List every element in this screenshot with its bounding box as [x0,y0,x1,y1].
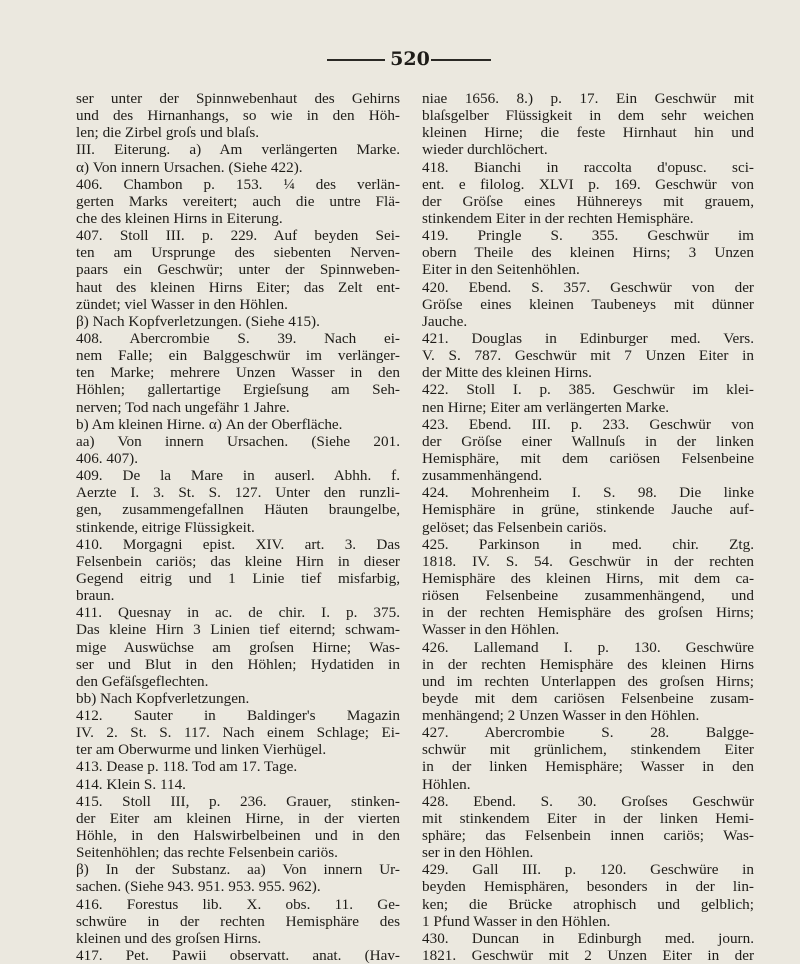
text-line: der Mitte des kleinen Hirns. [422,364,592,382]
text-line: und im rechten Unterlappen des groſsen Hirns; [422,672,754,690]
text-line: 415. Stoll III, p. 236. Grauer, stinken- [76,792,400,810]
text-line: haut des kleinen Hirns Eiter; das Zelt ent- [76,278,400,296]
text-line: Hemisphäre, mit dem cariösen Felsenbeine [422,449,754,467]
text-line: zusammenhängend. [422,467,543,485]
text-line: Felsenbein cariös; das kleine Hirn in dieser [76,552,400,570]
text-line: Höhlen. [422,775,471,793]
text-line: 422. Stoll I. p. 385. Geschwür im klei- [422,381,754,399]
text-line: 427. Abercrombie S. 28. Balgge- [422,724,754,742]
text-line: niae 1656. 8.) p. 17. Ein Geschwür mit [422,90,754,107]
text-line: Das kleine Hirn 3 Linien tief eiternd; schwam- [76,621,400,639]
text-line: ken; die Brücke atrophisch und gelblich; [422,895,754,913]
text-line: sachen. (Siehe 943. 951. 953. 955. 962). [76,878,321,896]
text-line: 414. Klein S. 114. [76,775,186,793]
text-line: 426. Lallemand I. p. 130. Geschwüre [422,638,754,656]
text-line: 406. 407). [76,449,139,467]
text-line: 406. Chambon p. 153. ¼ des verlän- [76,175,400,193]
text-line: V. S. 787. Geschwür mit 7 Unzen Eiter in [422,347,754,365]
text-line: 418. Bianchi in raccolta d'opusc. sci- [422,158,754,176]
text-line: ser und Blut in den Höhlen; Hydatiden in [76,655,400,673]
text-line: b) Am kleinen Hirne. α) An der Oberfläche. [76,415,343,433]
text-line: der Gröſse einer Wallnuſs in der linken [422,432,754,450]
text-line: kleinen und des groſsen Hirns. [76,929,262,947]
text-line: Höhlen; gallertartige Ergieſsung am Seh- [76,381,400,399]
text-line: kleinen Hirne; die feste Hirnhaut hin und [422,124,754,142]
text-line: obern Theile des kleinen Hirns; 3 Unzen [422,244,754,262]
text-line: 425. Parkinson in med. chir. Ztg. [422,535,754,553]
text-line: mige Auswüchse am groſsen Hirne; Was- [76,638,400,656]
header-rule-left [327,59,385,61]
page-header [0,45,800,75]
text-line: 1821. Geschwür mit 2 Unzen Eiter in der [422,947,754,964]
text-line: 430. Duncan in Edinburgh med. journ. [422,929,754,947]
text-line: wieder durchlöchert. [422,141,548,159]
text-line: gerten Marks vereitert; auch die untre Flä- [76,192,400,210]
text-line: Höhle, in den Halswirbelbeinen und in den [76,827,400,845]
text-line: paars ein Geschwür; unter der Spinnweben- [76,261,400,279]
text-line: 420. Ebend. S. 357. Geschwür von der [422,278,754,296]
text-line: stinkende, eitrige Flüssigkeit. [76,518,255,536]
text-line: in der linken Hemisphäre; Wasser in den [422,758,754,776]
text-line: len; die Zirbel groſs und blaſs. [76,124,260,142]
text-line: 408. Abercrombie S. 39. Nach ei- [76,329,400,347]
text-line: zündet; viel Wasser in den Höhlen. [76,295,288,313]
left-column [76,90,400,964]
text-line: gen, zusammengefallnen Häuten braungelbe, [76,501,400,519]
text-line: Gegend eitrig und 1 Linie tief misfarbig, [76,569,400,587]
text-line: 411. Quesnay in ac. de chir. I. p. 375. [76,604,400,622]
text-line: nem Falle; ein Balggeschwür im verlänger- [76,347,400,365]
text-line: gelöset; das Felsenbein cariös. [422,518,607,536]
text-line: 428. Ebend. S. 30. Groſses Geschwür [422,792,754,810]
text-line: α) Von innern Ursachen. (Siehe 422). [76,158,303,176]
text-line: 429. Gall III. p. 120. Geschwüre in [422,861,754,879]
page-number: 520 [390,48,430,70]
text-line: 409. De la Mare in auserl. Abhh. f. [76,467,400,485]
text-line: den Gefäſsgeflechten. [76,672,209,690]
text-line: riösen Felsenbeine zusammenhängend, und [422,587,754,605]
text-line: Hemisphäre in grüne, stinkende Jauche auf- [422,501,754,519]
text-line: menhängend; 2 Unzen Wasser in den Höhlen. [422,707,700,725]
text-line: 413. Dease p. 118. Tod am 17. Tage. [76,758,298,776]
text-line: 421. Douglas in Edinburger med. Vers. [422,329,754,347]
text-line: 1818. IV. S. 54. Geschwür in der rechten [422,552,754,570]
text-line: 419. Pringle S. 355. Geschwür im [422,227,754,245]
text-line: ten am Ursprunge des siebenten Nerven- [76,244,400,262]
text-line: 410. Morgagni epist. XIV. art. 3. Das [76,535,400,553]
text-line: ten Marke; mehrere Unzen Wasser in den [76,364,400,382]
text-line: der Gröſse eines Hühnereys mit grauem, [422,192,754,210]
text-line: Eiter in den Seitenhöhlen. [422,261,580,279]
text-line: und des Hirnanhangs, so wie in den Höh- [76,107,400,125]
text-line: nerven; Tod nach ungefähr 1 Jahre. [76,398,290,416]
text-line: 416. Forestus lib. X. obs. 11. Ge- [76,895,400,913]
text-line: schwür mit grünlichem, stinkendem Eiter [422,741,754,759]
text-line: ter am Oberwurme und linken Vierhügel. [76,741,327,759]
text-line: blaſsgelber Flüssigkeit in dem sehr weichen [422,107,754,125]
text-line: in der rechten Hemisphäre des groſsen Hirns; [422,604,754,622]
header-rule-right [431,59,491,61]
text-line: schwüre in der rechten Hemisphäre des [76,912,400,930]
text-line: der Eiter am kleinen Hirne, in der vierten [76,809,400,827]
text-line: Seitenhöhlen; das rechte Felsenbein cariös. [76,844,338,862]
text-line: Wasser in den Höhlen. [422,621,560,639]
text-line: 424. Mohrenheim I. S. 98. Die linke [422,484,754,502]
text-line: aa) Von innern Ursachen. (Siehe 201. [76,432,400,450]
text-line: Gröſse eines kleinen Taubeneys mit dünner [422,295,754,313]
text-line: braun. [76,587,115,605]
text-line: sphäre; das Felsenbein innen cariös; Was- [422,827,754,845]
text-line: Hemisphäre des kleinen Hirns, mit dem ca- [422,569,754,587]
text-line: in der rechten Hemisphäre des kleinen Hirns [422,655,754,673]
text-line: mit stinkendem Eiter in der linken Hemi- [422,809,754,827]
text-line: III. Eiterung. a) Am verlängerten Marke. [76,141,400,159]
text-line: IV. 2. St. S. 117. Nach einem Schlage; Ei- [76,724,400,742]
text-line: bb) Nach Kopfverletzungen. [76,689,250,707]
text-line: β) Nach Kopfverletzungen. (Siehe 415). [76,312,320,330]
text-line: β) In der Substanz. aa) Von innern Ur- [76,861,400,879]
text-line: nen Hirne; Eiter am verlängerten Marke. [422,398,670,416]
text-line: 1 Pfund Wasser in den Höhlen. [422,912,611,930]
text-line: che des kleinen Hirns in Eiterung. [76,209,283,227]
text-line: ent. e filolog. XLVI p. 169. Geschwür von [422,175,754,193]
text-line: 407. Stoll III. p. 229. Auf beyden Sei- [76,227,400,245]
text-line: beyde mit dem cariösen Felsenbeine zusam- [422,689,754,707]
text-line: Aerzte I. 3. St. S. 127. Unter den runzli- [76,484,400,502]
text-line: stinkendem Eiter in der rechten Hemisphäre. [422,209,694,227]
text-line: ser unter der Spinnwebenhaut des Gehirns [76,90,400,107]
text-line: Jauche. [422,312,468,330]
text-line: beyden Hemisphären, besonders in der lin- [422,878,754,896]
text-line: ser in den Höhlen. [422,844,534,862]
text-line: 423. Ebend. III. p. 233. Geschwür von [422,415,754,433]
text-line: 412. Sauter in Baldinger's Magazin [76,707,400,725]
text-line: 417. Pet. Pawii observatt. anat. (Hav- [76,947,400,964]
right-column [422,90,754,964]
